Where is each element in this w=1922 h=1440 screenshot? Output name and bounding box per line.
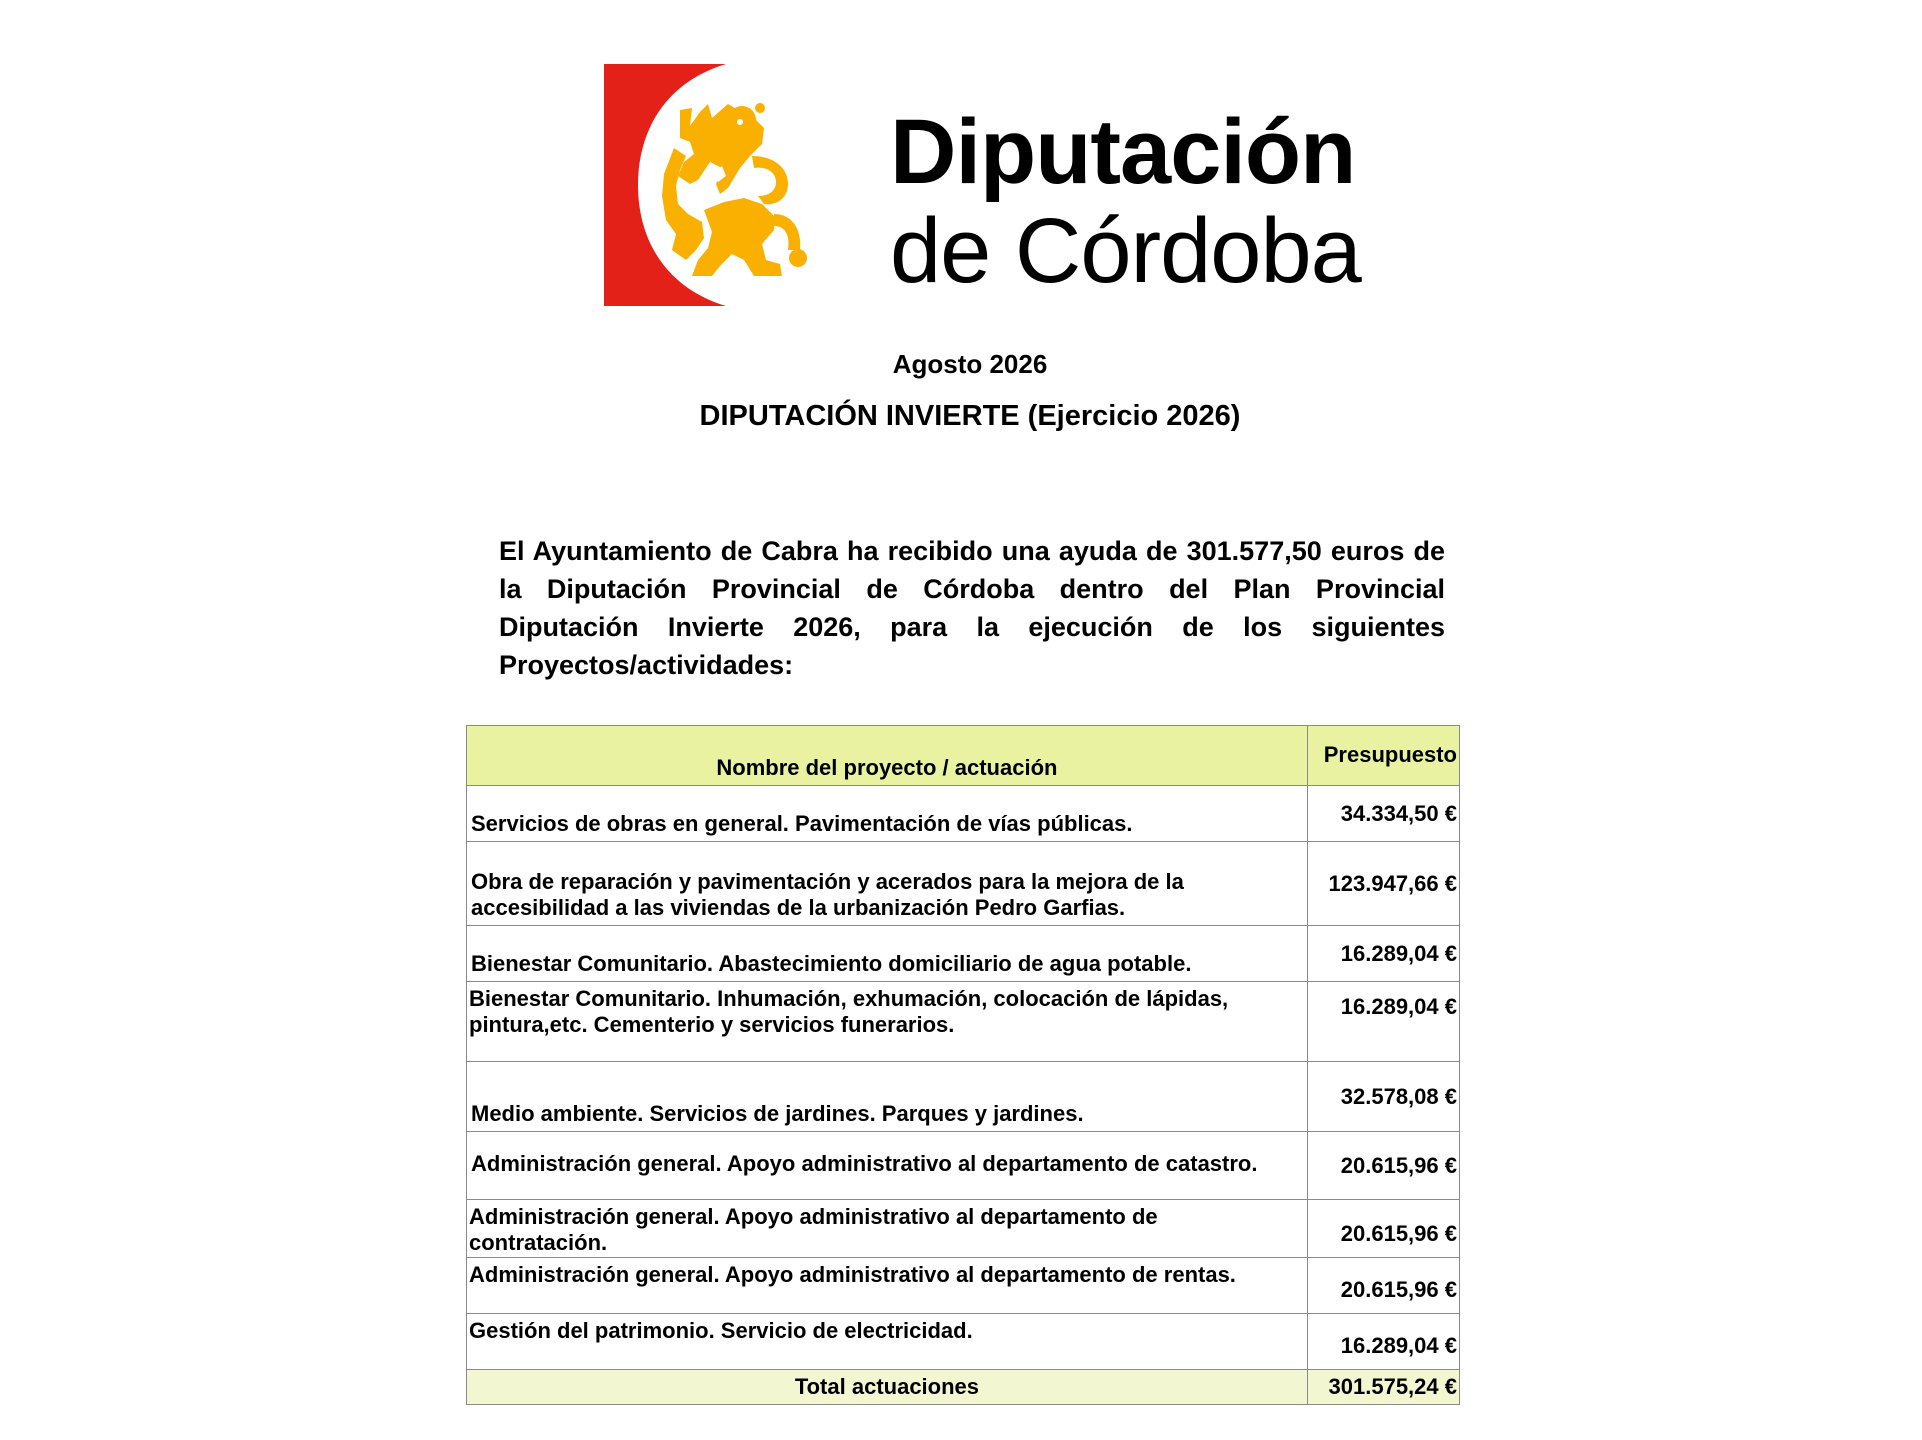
table-row <box>467 786 1460 842</box>
project-name: Bienestar Comunitario. Abastecimiento domiciliario de agua potable. <box>467 926 1308 982</box>
project-amount: 32.578,08 € <box>1307 1062 1459 1132</box>
logo-title-line1: Diputación <box>890 101 1356 203</box>
project-amount: 123.947,66 € <box>1307 842 1459 926</box>
document-title: DIPUTACIÓN INVIERTE (Ejercicio 2026) <box>699 400 1241 432</box>
table-row <box>467 842 1460 926</box>
project-name: Servicios de obras en general. Pavimentación de vías públicas. <box>467 786 1308 842</box>
project-name: Medio ambiente. Servicios de jardines. Parques y jardines. <box>467 1062 1308 1132</box>
project-name: Obra de reparación y pavimentación y acerados para la mejora de la accesibilidad a las viviendas de la urbanización Pedro Garfias. <box>467 842 1308 926</box>
project-name: Administración general. Apoyo administrativo al departamento de rentas. <box>467 1258 1308 1314</box>
table-row <box>467 926 1460 982</box>
column-header-name: Nombre del proyecto / actuación <box>467 726 1308 786</box>
table-row <box>467 1258 1460 1314</box>
total-label: Total actuaciones <box>467 1370 1308 1405</box>
project-amount: 20.615,96 € <box>1307 1258 1459 1314</box>
table-total-row <box>467 1370 1460 1405</box>
table-header-row <box>467 726 1460 786</box>
projects-table <box>466 725 1460 1405</box>
project-amount: 16.289,04 € <box>1307 982 1459 1062</box>
table-row <box>467 1132 1460 1200</box>
table-row <box>467 1314 1460 1370</box>
table-row <box>467 982 1460 1062</box>
project-amount: 34.334,50 € <box>1307 786 1459 842</box>
project-amount: 16.289,04 € <box>1307 1314 1459 1370</box>
total-amount: 301.575,24 € <box>1307 1370 1459 1405</box>
document-date: Agosto 2026 <box>892 349 1048 379</box>
project-amount: 16.289,04 € <box>1307 926 1459 982</box>
project-amount: 20.615,96 € <box>1307 1200 1459 1258</box>
project-name: Bienestar Comunitario. Inhumación, exhumación, colocación de lápidas, pintura,etc. Cementerio y servicios funerarios. <box>467 982 1308 1062</box>
griffin-emblem-icon <box>604 64 846 306</box>
table-row <box>467 1200 1460 1258</box>
column-header-budget: Presupuesto <box>1307 726 1459 786</box>
logo-title-line2: de Córdoba <box>890 200 1361 302</box>
project-name: Administración general. Apoyo administrativo al departamento de catastro. <box>467 1132 1308 1200</box>
project-name: Gestión del patrimonio. Servicio de electricidad. <box>467 1314 1308 1370</box>
project-amount: 20.615,96 € <box>1307 1132 1459 1200</box>
intro-paragraph: El Ayuntamiento de Cabra ha recibido una ayuda de 301.577,50 euros de la Diputación Provincial de Córdoba dentro del Plan Provincial Diputación Invierte 2026, para la ejecución de los siguientes Proyectos/actividades: <box>499 536 1445 680</box>
table-row <box>467 1062 1460 1132</box>
diputacion-logo <box>604 64 1370 306</box>
project-name: Administración general. Apoyo administrativo al departamento de contratación. <box>467 1200 1308 1258</box>
